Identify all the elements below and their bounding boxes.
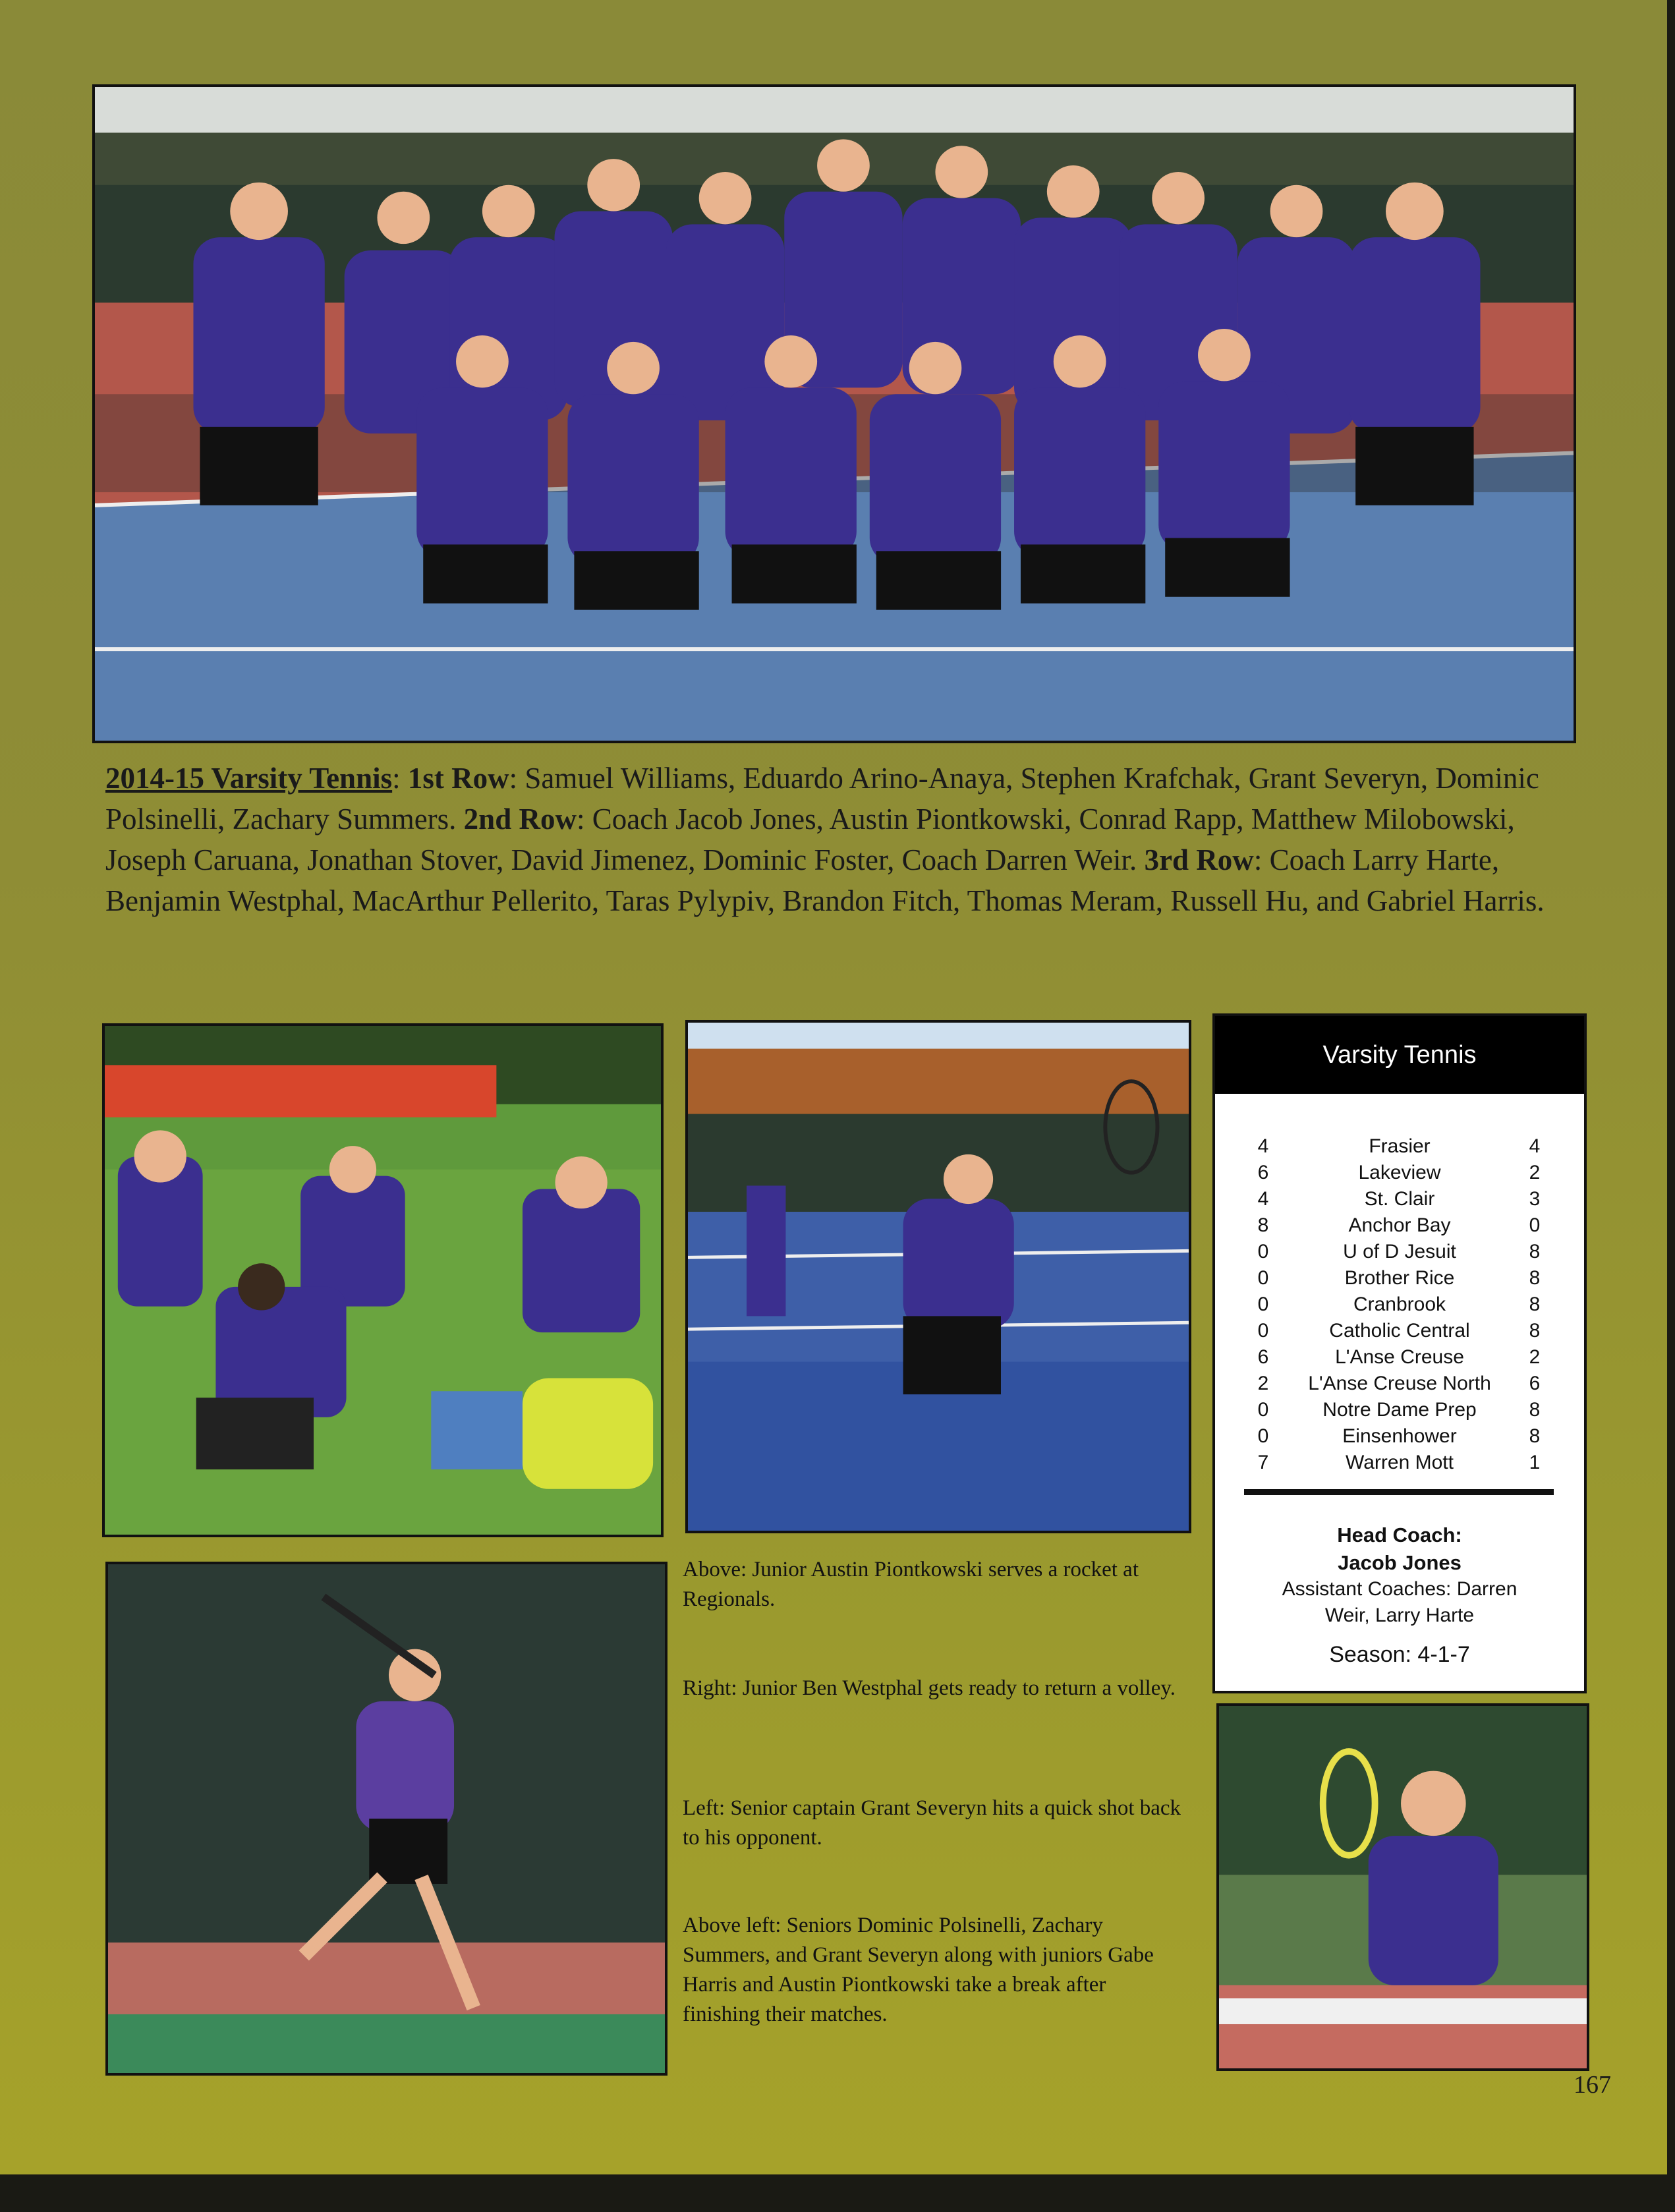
row2-label: 2nd Row <box>463 803 577 836</box>
record-row <box>1215 1133 1584 1160</box>
record-our-score: 0 <box>1257 1320 1269 1342</box>
assistant-coaches: Assistant Coaches: Darren Weir, Larry Harte <box>1282 1578 1518 1626</box>
caption-above-left: Above left: Seniors Dominic Polsinelli, Zachary Summers, and Grant Severyn along with juniors Gabe Harris and Austin Piontkowski take a break after finishing their matches. <box>683 1914 1154 2026</box>
record-opponent: L'Anse Creuse <box>1335 1346 1464 1368</box>
record-our-score: 0 <box>1257 1399 1269 1421</box>
row1-label: 1st Row <box>407 762 509 795</box>
record-our-score: 4 <box>1257 1135 1269 1157</box>
record-opponent: Frasier <box>1369 1135 1431 1157</box>
record-row <box>1215 1186 1584 1212</box>
record-opponent: Cranbrook <box>1353 1293 1446 1315</box>
team-caption-title: 2014-15 Varsity Tennis <box>105 762 393 795</box>
record-opponent: U of D Jesuit <box>1343 1241 1456 1262</box>
record-row <box>1215 1423 1584 1450</box>
record-our-score: 0 <box>1257 1425 1269 1447</box>
record-opponent: Notre Dame Prep <box>1322 1399 1477 1421</box>
record-our-score: 7 <box>1257 1452 1269 1473</box>
record-opponent: Anchor Bay <box>1348 1214 1451 1236</box>
record-their-score: 1 <box>1529 1452 1541 1473</box>
record-our-score: 2 <box>1257 1373 1269 1394</box>
record-their-score: 4 <box>1529 1135 1541 1157</box>
record-opponent: Warren Mott <box>1346 1452 1454 1473</box>
record-row <box>1215 1239 1584 1265</box>
record-our-score: 4 <box>1257 1188 1269 1210</box>
record-their-score: 8 <box>1529 1293 1541 1315</box>
record-their-score: 2 <box>1529 1346 1541 1368</box>
record-their-score: 8 <box>1529 1267 1541 1289</box>
season-record: Season: 4-1-7 <box>1329 1642 1470 1667</box>
forehand-photo <box>105 1562 667 2076</box>
record-their-score: 0 <box>1529 1214 1541 1236</box>
record-our-score: 8 <box>1257 1214 1269 1236</box>
team-photo <box>92 84 1576 743</box>
record-their-score: 6 <box>1529 1373 1541 1394</box>
team-roster-caption: 2014-15 Varsity Tennis: 1st Row: Samuel Williams, Eduardo Arino-Anaya, Stephen Krafchak, Grant Severyn, Dominic Polsinelli, Zachary Summers. 2nd Row: Coach Jacob Jones, Austin Piontkowski, Conrad Rapp, Matthew Milobowski, Joseph Caruana, Jonathan Stover, David Jimenez, Dominic Foster, Coach Darren Weir. 3rd Row: Coach Larry Harte, Benjamin Westphal, MacArthur Pellerito, Taras Pylypiv, Brandon Fitch, Thomas Meram, Russell Hu, and Gabriel Harris. <box>105 762 1545 917</box>
record-opponent: St. Clair <box>1364 1188 1435 1210</box>
record-opponent: L'Anse Creuse North <box>1308 1373 1491 1394</box>
record-our-score: 0 <box>1257 1241 1269 1262</box>
record-row <box>1215 1397 1584 1423</box>
serve-photo <box>685 1020 1191 1533</box>
volley-photo <box>1216 1703 1589 2071</box>
record-their-score: 3 <box>1529 1188 1541 1210</box>
record-row <box>1215 1291 1584 1318</box>
record-their-score: 2 <box>1529 1162 1541 1183</box>
record-row <box>1215 1160 1584 1186</box>
record-title: Varsity Tennis <box>1215 1016 1584 1094</box>
record-row <box>1215 1344 1584 1371</box>
record-row <box>1215 1371 1584 1397</box>
record-row <box>1215 1212 1584 1239</box>
record-divider <box>1244 1489 1554 1495</box>
row2-names: Coach Jacob Jones, Austin Piontkowski, Conrad Rapp, Matthew Milobowski, Joseph Caruana, Jonathan Stover, David Jimenez, Dominic Foster, Coach Darren Weir. <box>105 803 1515 876</box>
head-coach-label: Head Coach: <box>1337 1523 1462 1546</box>
record-our-score: 6 <box>1257 1162 1269 1183</box>
record-row <box>1215 1450 1584 1476</box>
season-record-box <box>1212 1013 1587 1693</box>
caption-left: Left: Senior captain Grant Severyn hits a quick shot back to his opponent. <box>683 1796 1181 1850</box>
record-our-score: 0 <box>1257 1267 1269 1289</box>
page-number: 167 <box>1574 2071 1611 2099</box>
record-our-score: 0 <box>1257 1293 1269 1315</box>
record-their-score: 8 <box>1529 1320 1541 1342</box>
caption-right: Right: Junior Ben Westphal gets ready to return a volley. <box>683 1676 1176 1700</box>
record-row <box>1215 1318 1584 1344</box>
caption-above: Above: Junior Austin Piontkowski serves a rocket at Regionals. <box>683 1558 1139 1611</box>
row3-names: Coach Larry Harte, Benjamin Westphal, MacArthur Pellerito, Taras Pylypiv, Brandon Fitch, Thomas Meram, Russell Hu, and Gabriel Harris. <box>105 843 1545 917</box>
record-opponent: Brother Rice <box>1344 1267 1455 1289</box>
record-their-score: 8 <box>1529 1399 1541 1421</box>
record-opponent: Catholic Central <box>1329 1320 1470 1342</box>
break-on-grass-photo <box>102 1023 664 1537</box>
record-our-score: 6 <box>1257 1346 1269 1368</box>
head-coach-name: Jacob Jones <box>1338 1551 1462 1574</box>
record-opponent: Lakeview <box>1358 1162 1441 1183</box>
record-row <box>1215 1265 1584 1291</box>
record-their-score: 8 <box>1529 1241 1541 1262</box>
record-opponent: Einsenhower <box>1342 1425 1457 1447</box>
row3-label: 3rd Row <box>1144 843 1254 876</box>
record-their-score: 8 <box>1529 1425 1541 1447</box>
row1-names: Samuel Williams, Eduardo Arino-Anaya, Stephen Krafchak, Grant Severyn, Dominic Polsinelli, Zachary Summers. <box>105 762 1539 836</box>
